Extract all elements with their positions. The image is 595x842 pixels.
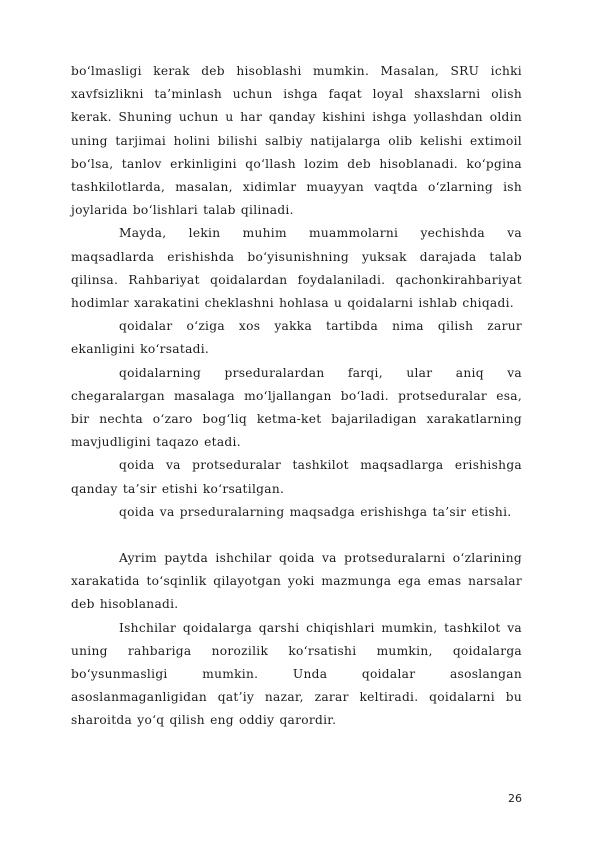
document-body xyxy=(71,60,522,733)
paragraph-3: qoidalar o‘ziga xos yakka tartibda nima qilish zarur ekanligini ko‘rsatadi. xyxy=(71,319,522,357)
paragraph-6: qoida va prseduralarning maqsadga erishishga ta’sir etishi. xyxy=(119,504,512,519)
paragraph-1: bo‘lmasligi kerak deb hisoblashi mumkin. Masalan, SRU ichki xavfsizlikni ta’minlash uchun ishga faqat loyal shaxslarni olish kerak. Shuning uchun u har qanday kishini ishga yollashdan oldin uning tarjimai holini bilishi salbiy natijalarga olib kelishi extimoil bo‘lsa, tanlov erkinligini qo‘llash lozim deb hisoblanadi. ko‘pgina tashkilotlarda, masalan, xidimlar muayyan vaqtda o‘zlarning ish joylarida bo‘lishlari talab qilinadi. xyxy=(71,64,522,218)
paragraph-7: Ayrim paytda ishchilar qoida va protseduralarni o‘zlarining xarakatida to‘sqinlik qilayotgan yoki mazmunga ega emas narsalar deb hisoblanadi. xyxy=(71,551,522,612)
paragraph-2: Mayda, lekin muhim muammolarni yechishda va maqsadlarda erishishda bo‘yisunishning yuksak darajada talab qilinsa. Rahbariyat qoidalardan foydalaniladi. qachonkirahbariyat hodimlar xarakatini cheklashni hohlasa u qoidalarni ishlab chiqadi. xyxy=(71,226,522,311)
paragraph-8: Ishchilar qoidalarga qarshi chiqishlari mumkin, tashkilot va uning rahbariga norozilik ko‘rsatishi mumkin, qoidalarga bo‘ysunmasligi mumkin. Unda qoidalar asoslangan asoslanmaganligidan qat’iy nazar, zarar keltiradi. qoidalarni bu sharoitda yo‘q qilish eng oddiy qarordir. xyxy=(71,620,522,728)
paragraph-5: qoida va protseduralar tashkilot maqsadlarga erishishga qanday ta’sir etishi ko‘rsatilgan. xyxy=(71,458,522,496)
paragraph-4: qoidalarning prseduralardan farqi, ular aniq va chegaralargan masalaga mo‘ljallangan bo‘ladi. protseduralar esa, bir nechta o‘zaro bog‘liq ketma-ket bajariladigan xarakatlarning mavjudligini taqazo etadi. xyxy=(71,365,522,450)
page-number: 26 xyxy=(508,792,522,805)
